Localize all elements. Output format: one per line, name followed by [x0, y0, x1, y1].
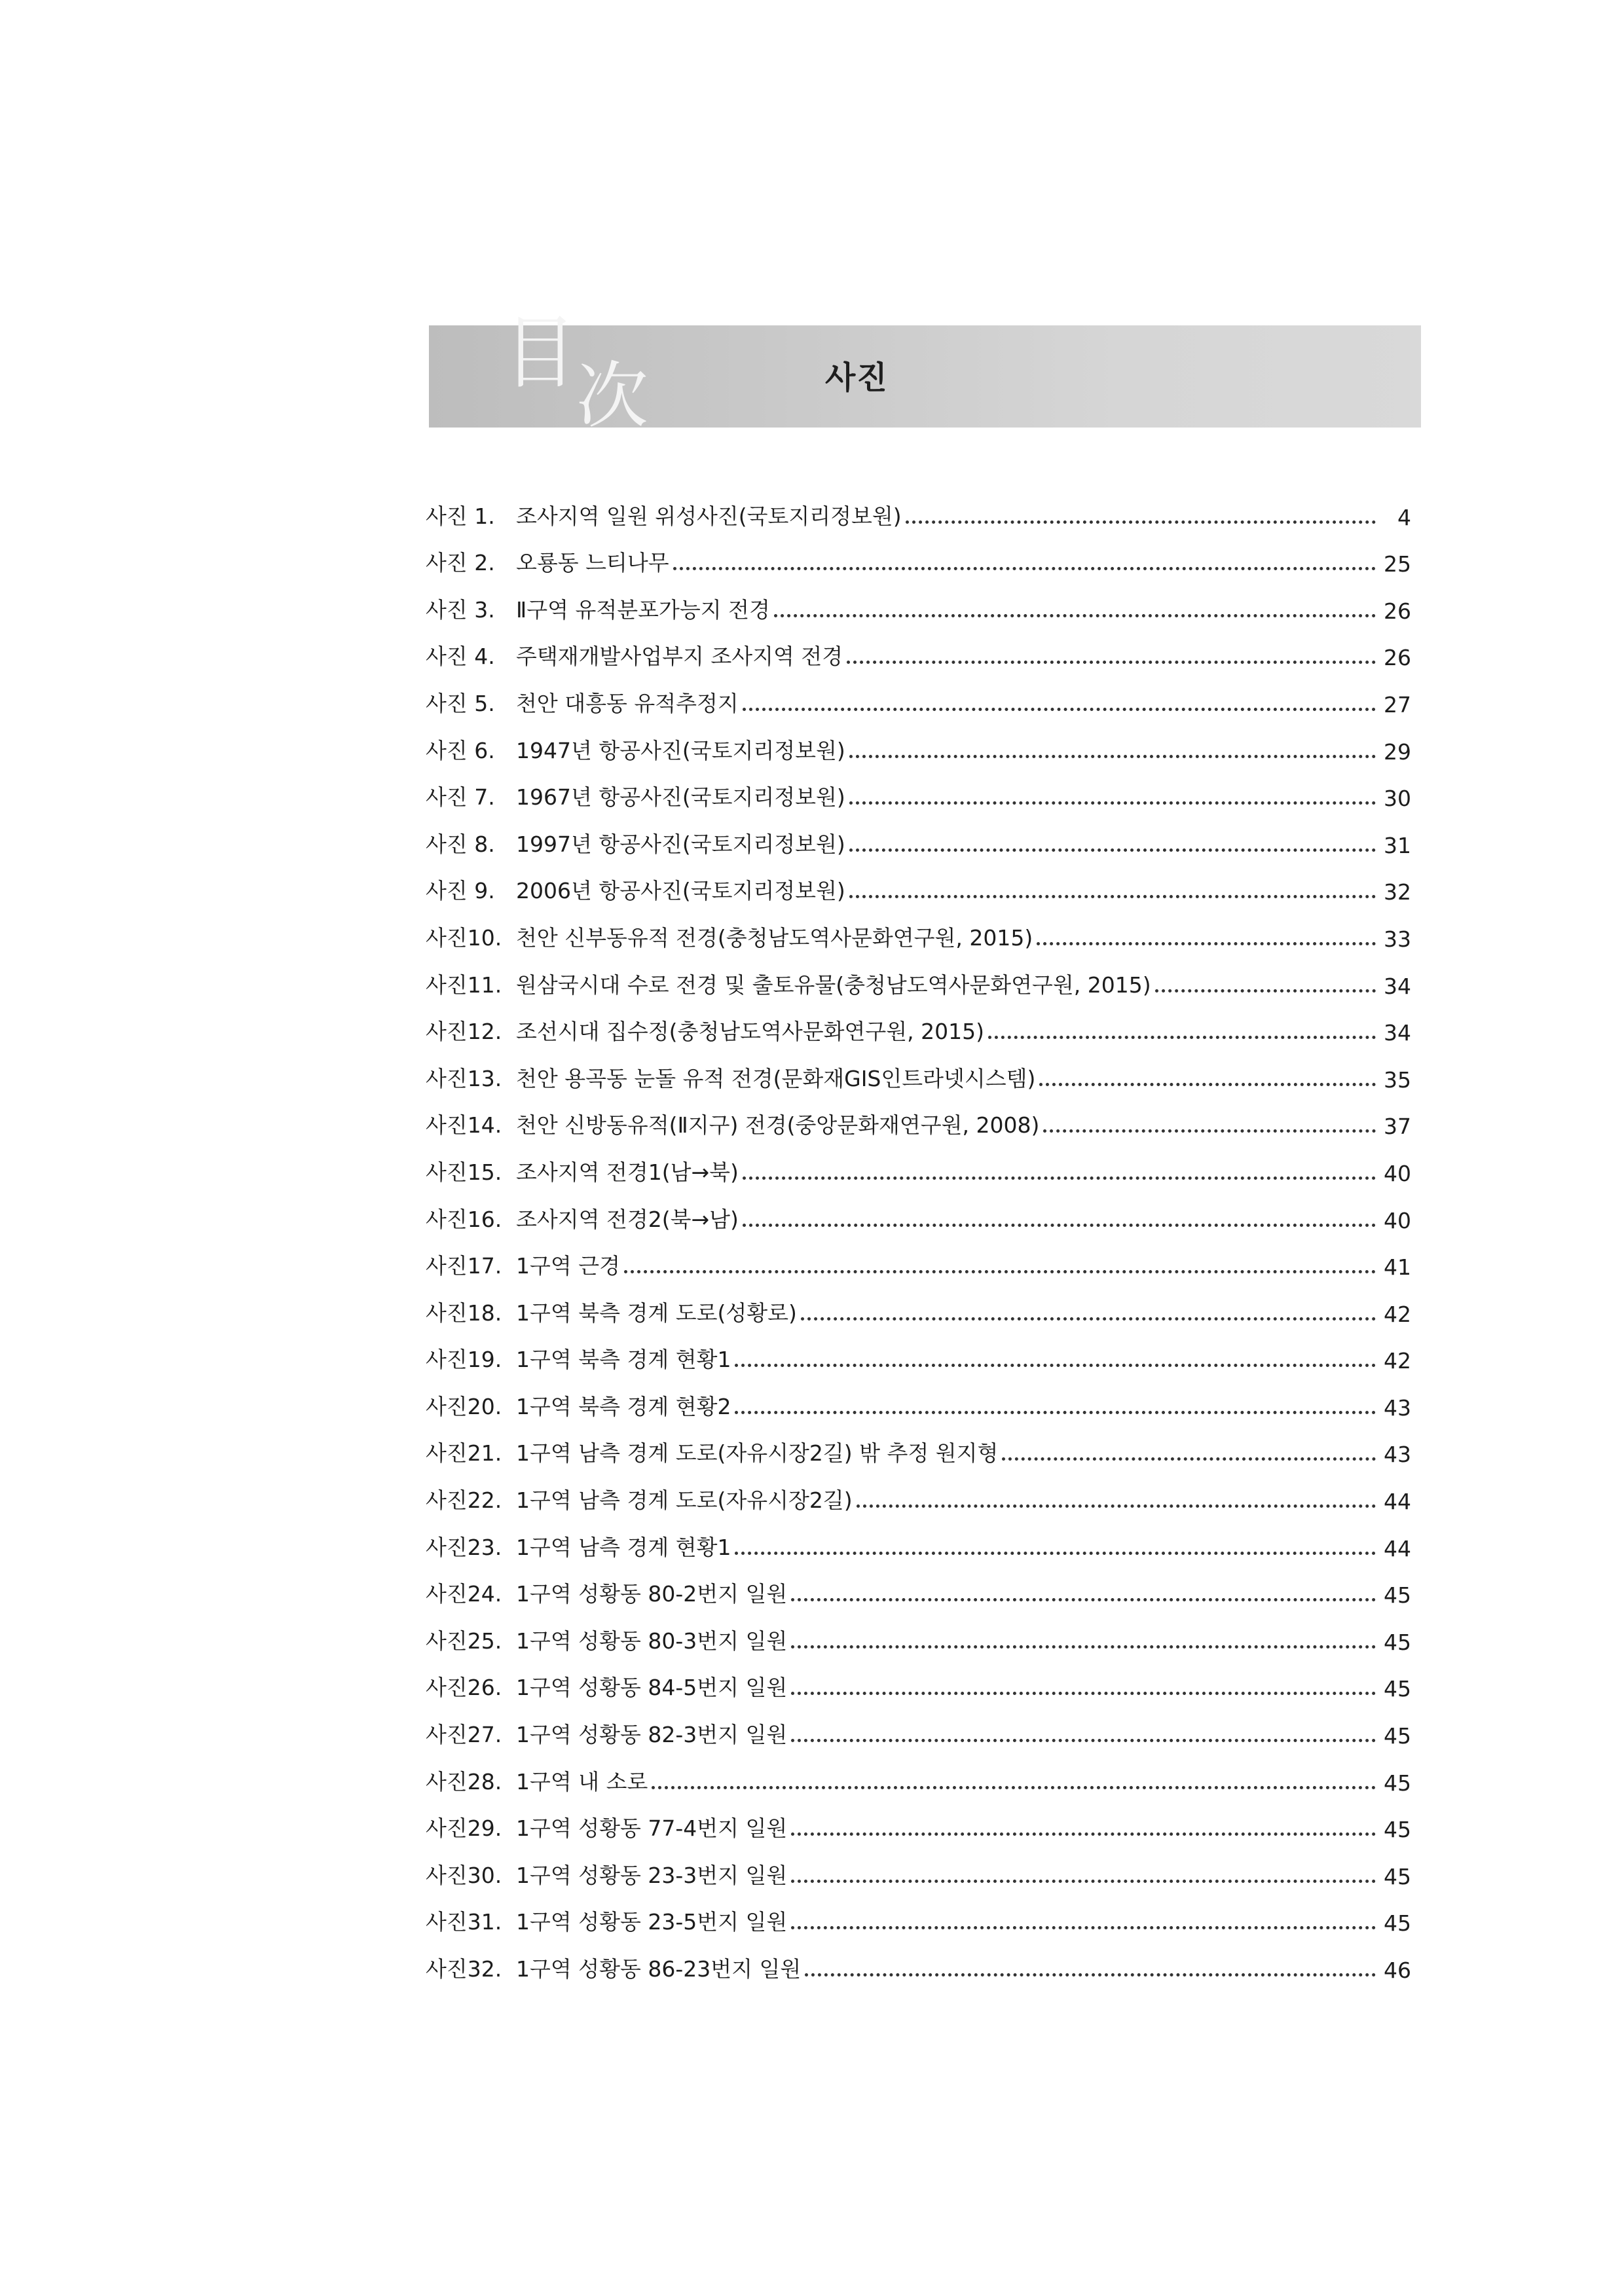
toc-leader-dots — [849, 895, 1376, 898]
header-hanja-mok: 目 — [504, 306, 576, 399]
toc-entry-label: 사진31. — [426, 1909, 502, 1935]
toc-leader-dots — [743, 1176, 1376, 1180]
table-of-contents — [426, 483, 1411, 1983]
toc-entry-page-number: 43 — [1384, 1394, 1411, 1421]
toc-leader-dots — [801, 1317, 1376, 1321]
toc-entry-title: 1구역 남측 경계 현황1 — [516, 1534, 731, 1560]
toc-leader-dots — [673, 567, 1376, 570]
toc-leader-dots — [743, 1224, 1376, 1227]
toc-leader-dots — [1043, 1129, 1376, 1133]
toc-leader-dots — [791, 1692, 1376, 1695]
toc-leader-dots — [1002, 1457, 1376, 1461]
toc-entry-page-number: 41 — [1384, 1254, 1411, 1281]
toc-entry-title: 1구역 남측 경계 도로(자유시장2길) 밖 추정 원지형 — [516, 1440, 999, 1467]
toc-leader-dots — [805, 1973, 1376, 1977]
toc-leader-dots — [735, 1552, 1376, 1555]
toc-entry-label: 사진 4. — [426, 644, 495, 670]
toc-entry-title: 1947년 항공사진(국토지리정보원) — [516, 737, 845, 763]
toc-entry[interactable] — [426, 718, 1411, 765]
toc-entry-title: 1967년 항공사진(국토지리정보원) — [516, 784, 845, 811]
toc-entry-page-number: 45 — [1384, 1582, 1411, 1609]
toc-entry-title: 천안 신방동유적(Ⅱ지구) 전경(중앙문화재연구원, 2008) — [516, 1112, 1040, 1139]
toc-entry-title: 조사지역 전경2(북→남) — [516, 1206, 739, 1232]
toc-entry-title: 천안 용곡동 눈돌 유적 전경(문화재GIS인트라넷시스템) — [516, 1065, 1036, 1091]
toc-leader-dots — [1039, 1083, 1376, 1086]
toc-entry-page-number: 45 — [1384, 1676, 1411, 1702]
toc-entry[interactable] — [426, 1936, 1411, 1983]
toc-entry-page-number: 45 — [1384, 1863, 1411, 1889]
toc-entry-title: 1구역 성황동 84-5번지 일원 — [516, 1675, 788, 1701]
toc-leader-dots — [988, 1036, 1376, 1039]
toc-entry-page-number: 40 — [1384, 1207, 1411, 1233]
toc-entry-page-number: 26 — [1384, 598, 1411, 624]
toc-entry-label: 사진14. — [426, 1112, 502, 1139]
toc-entry-label: 사진10. — [426, 924, 502, 951]
toc-entry[interactable] — [426, 670, 1411, 718]
toc-entry[interactable] — [426, 1467, 1411, 1514]
toc-entry-title: 1구역 북측 경계 현황2 — [516, 1393, 731, 1419]
toc-entry[interactable] — [426, 1608, 1411, 1655]
toc-entry-page-number: 4 — [1397, 504, 1411, 530]
toc-entry-title: 주택재개발사업부지 조사지역 전경 — [516, 644, 843, 670]
toc-entry-label: 사진 5. — [426, 690, 495, 716]
toc-leader-dots — [791, 1645, 1376, 1649]
toc-entry-title: 1구역 성황동 80-2번지 일원 — [516, 1581, 788, 1607]
toc-entry-page-number: 37 — [1384, 1114, 1411, 1140]
toc-entry-page-number: 45 — [1384, 1723, 1411, 1749]
toc-entry[interactable] — [426, 1093, 1411, 1140]
toc-entry-label: 사진23. — [426, 1534, 502, 1560]
toc-entry-page-number: 32 — [1384, 879, 1411, 905]
toc-entry[interactable] — [426, 1702, 1411, 1749]
toc-entry-title: 1구역 내 소로 — [516, 1768, 648, 1795]
toc-entry-title: 1구역 북측 경계 현황1 — [516, 1347, 731, 1373]
toc-entry-label: 사진21. — [426, 1440, 502, 1467]
toc-entry[interactable] — [426, 1280, 1411, 1327]
toc-entry[interactable] — [426, 530, 1411, 577]
toc-entry-label: 사진27. — [426, 1722, 502, 1748]
toc-entry-label: 사진 3. — [426, 596, 495, 623]
toc-entry-page-number: 46 — [1384, 1958, 1411, 1983]
toc-entry[interactable] — [426, 624, 1411, 671]
toc-entry[interactable] — [426, 1139, 1411, 1186]
toc-entry-page-number: 34 — [1384, 973, 1411, 999]
toc-entry-label: 사진16. — [426, 1206, 502, 1232]
toc-entry-title: 1구역 남측 경계 도로(자유시장2길) — [516, 1487, 853, 1514]
toc-entry-label: 사진19. — [426, 1347, 502, 1373]
toc-entry-page-number: 42 — [1384, 1301, 1411, 1327]
toc-leader-dots — [1155, 989, 1376, 993]
toc-entry-page-number: 26 — [1384, 645, 1411, 671]
toc-leader-dots — [1037, 942, 1376, 945]
toc-leader-dots — [624, 1270, 1376, 1273]
toc-entry-title: 원삼국시대 수로 전경 및 출토유물(충청남도역사문화연구원, 2015) — [516, 972, 1151, 998]
toc-entry[interactable] — [426, 858, 1411, 905]
toc-entry-title: 조사지역 전경1(남→북) — [516, 1159, 739, 1185]
toc-entry[interactable] — [426, 577, 1411, 624]
toc-entry-page-number: 31 — [1384, 832, 1411, 858]
toc-leader-dots — [774, 614, 1376, 617]
toc-entry-page-number: 35 — [1384, 1066, 1411, 1093]
toc-entry-label: 사진26. — [426, 1675, 502, 1701]
toc-entry-page-number: 27 — [1384, 691, 1411, 718]
toc-entry-label: 사진 1. — [426, 503, 495, 529]
toc-entry-label: 사진18. — [426, 1300, 502, 1326]
toc-entry-label: 사진13. — [426, 1065, 502, 1091]
toc-entry-page-number: 45 — [1384, 1629, 1411, 1655]
toc-entry-label: 사진12. — [426, 1019, 502, 1045]
toc-entry[interactable] — [426, 1046, 1411, 1093]
toc-entry-page-number: 45 — [1384, 1910, 1411, 1937]
toc-entry-label: 사진 6. — [426, 737, 495, 763]
toc-entry-page-number: 44 — [1384, 1535, 1411, 1561]
toc-entry-page-number: 45 — [1384, 1817, 1411, 1843]
toc-entry-page-number: 43 — [1384, 1442, 1411, 1468]
header-hanja-cha: 次 — [576, 354, 648, 438]
toc-leader-dots — [857, 1504, 1376, 1508]
toc-entry-title: 1구역 성황동 23-5번지 일원 — [516, 1909, 788, 1935]
toc-leader-dots — [743, 708, 1376, 711]
toc-entry[interactable] — [426, 765, 1411, 812]
toc-entry-label: 사진25. — [426, 1628, 502, 1654]
toc-entry[interactable] — [426, 1842, 1411, 1889]
toc-entry-title: 천안 대흥동 유적추정지 — [516, 690, 739, 716]
toc-leader-dots — [791, 1598, 1376, 1601]
toc-leader-dots — [847, 661, 1376, 664]
toc-entry-page-number: 33 — [1384, 926, 1411, 952]
toc-leader-dots — [849, 755, 1376, 758]
toc-entry-label: 사진22. — [426, 1487, 502, 1514]
toc-leader-dots — [849, 801, 1376, 805]
toc-entry-title: 1구역 성황동 80-3번지 일원 — [516, 1628, 788, 1654]
toc-entry[interactable] — [426, 1514, 1411, 1561]
toc-leader-dots — [652, 1786, 1376, 1789]
toc-entry-label: 사진24. — [426, 1581, 502, 1607]
toc-entry-page-number: 30 — [1384, 786, 1411, 812]
toc-entry-page-number: 29 — [1384, 738, 1411, 765]
toc-entry-label: 사진 7. — [426, 784, 495, 811]
toc-entry-page-number: 34 — [1384, 1020, 1411, 1046]
toc-entry-page-number: 45 — [1384, 1770, 1411, 1796]
toc-entry-label: 사진17. — [426, 1253, 502, 1279]
toc-entry-title: 1구역 성황동 77-4번지 일원 — [516, 1815, 788, 1842]
toc-entry[interactable] — [426, 1655, 1411, 1702]
toc-entry[interactable] — [426, 952, 1411, 999]
section-title: 사진 — [825, 359, 889, 396]
toc-entry-title: 2006년 항공사진(국토지리정보원) — [516, 878, 845, 904]
toc-entry-label: 사진 9. — [426, 878, 495, 904]
toc-leader-dots — [791, 1832, 1376, 1836]
toc-entry[interactable] — [426, 1233, 1411, 1281]
toc-entry[interactable] — [426, 1327, 1411, 1374]
toc-entry-label: 사진32. — [426, 1956, 502, 1982]
toc-entry[interactable] — [426, 1749, 1411, 1796]
toc-entry-page-number: 42 — [1384, 1348, 1411, 1374]
toc-entry-page-number: 25 — [1384, 551, 1411, 577]
toc-leader-dots — [791, 1739, 1376, 1742]
toc-entry[interactable] — [426, 1186, 1411, 1233]
toc-entry[interactable] — [426, 1421, 1411, 1468]
toc-entry-label: 사진30. — [426, 1862, 502, 1888]
toc-entry-label: 사진15. — [426, 1159, 502, 1185]
toc-entry-label: 사진28. — [426, 1768, 502, 1795]
toc-entry[interactable] — [426, 1796, 1411, 1843]
toc-entry[interactable] — [426, 1374, 1411, 1421]
toc-leader-dots — [906, 520, 1376, 524]
toc-entry-title: 1구역 북측 경계 도로(성황로) — [516, 1300, 797, 1326]
toc-entry[interactable] — [426, 1561, 1411, 1609]
toc-entry-title: 1구역 성황동 23-3번지 일원 — [516, 1862, 788, 1888]
toc-entry-label: 사진 8. — [426, 831, 495, 857]
toc-leader-dots — [791, 1926, 1376, 1929]
toc-entry-title: 조선시대 집수정(충청남도역사문화연구원, 2015) — [516, 1019, 985, 1045]
toc-entry[interactable] — [426, 1889, 1411, 1937]
toc-entry-page-number: 40 — [1384, 1160, 1411, 1186]
toc-entry-page-number: 44 — [1384, 1489, 1411, 1515]
toc-entry-title: 1구역 성황동 86-23번지 일원 — [516, 1956, 802, 1982]
toc-entry[interactable] — [426, 905, 1411, 952]
toc-entry-label: 사진29. — [426, 1815, 502, 1842]
toc-leader-dots — [791, 1880, 1376, 1883]
toc-entry-title: 오룡동 느티나무 — [516, 550, 669, 576]
toc-entry[interactable] — [426, 483, 1411, 530]
toc-entry[interactable] — [426, 999, 1411, 1046]
toc-entry-title: 1997년 항공사진(국토지리정보원) — [516, 831, 845, 857]
toc-entry-title: 조사지역 일원 위성사진(국토지리정보원) — [516, 503, 902, 529]
toc-entry-label: 사진 2. — [426, 550, 495, 576]
toc-entry-title: 1구역 성황동 82-3번지 일원 — [516, 1722, 788, 1748]
toc-entry-label: 사진11. — [426, 972, 502, 998]
toc-entry-label: 사진20. — [426, 1393, 502, 1419]
toc-leader-dots — [735, 1364, 1376, 1367]
toc-entry-title: Ⅱ구역 유적분포가능지 전경 — [516, 596, 770, 623]
toc-leader-dots — [735, 1411, 1376, 1414]
toc-leader-dots — [849, 848, 1376, 852]
toc-entry[interactable] — [426, 811, 1411, 858]
toc-entry-title: 1구역 근경 — [516, 1253, 620, 1279]
toc-entry-title: 천안 신부동유적 전경(충청남도역사문화연구원, 2015) — [516, 924, 1033, 951]
